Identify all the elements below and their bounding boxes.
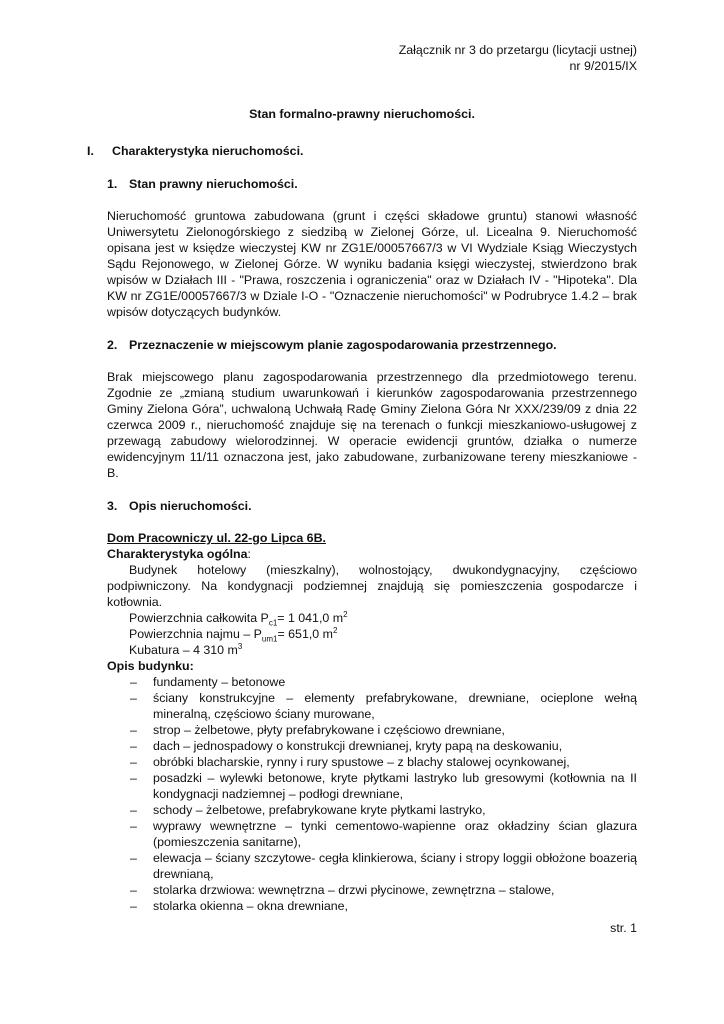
list-item: – wyprawy wewnętrzne – tynki cementowo-wapienne oraz okładziny ścian glazura (pomieszczenia sanitarne), bbox=[130, 819, 637, 849]
list-item: – dach – jednospadowy o konstrukcji drewnianej, kryty papą na deskowaniu, bbox=[130, 739, 563, 753]
legal-status-paragraph: Nieruchomość gruntowa zabudowana (grunt i części składowe gruntu) stanowi własność Uniwersytetu Zielonogórskiego z siedzibą w Zielonej Górze, ul. Licealna 9. Nieruchomość opisana jest w księdze wieczystej KW nr ZG1E/00057667/3 w VI Wydziale Ksiąg Wieczystych Sądu Rejonowego, w Zielonej Górze. W wyniku badania księgi wieczystej, stwierdzono brak wpisów w Działach III - "Prawa, roszczenia i ograniczenia" oraz w Działach IV - "Hipoteka". Dla KW nr ZG1E/00057667/3 w Dziale I-O - "Oznaczenie nieruchomości" w Podrubryce 1.4.2 – brak wpisów dotyczących budynków. bbox=[107, 209, 637, 319]
dash-bullet-icon: – bbox=[130, 723, 137, 737]
list-item: – stolarka okienna – okna drewniane, bbox=[130, 899, 348, 913]
page-number: str. 1 bbox=[610, 921, 637, 935]
general-label: Charakterystyka ogólna bbox=[107, 547, 248, 561]
dash-bullet-icon: – bbox=[130, 819, 137, 833]
dash-bullet-icon: – bbox=[130, 755, 137, 769]
list-item: – stolarka drzwiowa: wewnętrzna – drzwi płycinowe, zewnętrzna – stalowe, bbox=[130, 883, 555, 897]
building-title: Dom Pracowniczy ul. 22-go Lipca 6B. bbox=[107, 531, 326, 545]
document-body bbox=[87, 143, 637, 914]
area-rent: Powierzchnia najmu – $P_{um1}= 651,0$ $m^2$ bbox=[129, 625, 338, 644]
dash-bullet-icon: – bbox=[130, 851, 137, 865]
section-number: I. bbox=[87, 144, 94, 158]
dash-bullet-icon: – bbox=[130, 675, 137, 689]
list-item: – posadzki – wylewki betonowe, kryte płytkami lastryko lub gresowymi (kotłownia na II kondygnacji nadziemnej – podłogi drewniane, bbox=[130, 771, 637, 801]
list-item: – strop – żelbetowe, płyty prefabrykowane i częściowo drewniane, bbox=[130, 723, 505, 737]
attachment-line-2: nr 9/2015/IX bbox=[569, 59, 637, 73]
building-description-label: Opis budynku: bbox=[107, 659, 194, 673]
area-total: Powierzchnia całkowita $P_{c1}= 1$ 041,0 $m^2$ bbox=[129, 609, 348, 628]
attachment-header bbox=[399, 42, 637, 74]
subsection-title: Opis nieruchomości. bbox=[129, 499, 252, 513]
document-title: Stan formalno-prawny nieruchomości. bbox=[249, 107, 475, 121]
dash-bullet-icon: – bbox=[130, 803, 137, 817]
dash-bullet-icon: – bbox=[130, 899, 137, 913]
subsection-heading-2 bbox=[107, 337, 637, 353]
zoning-paragraph: Brak miejscowego planu zagospodarowania przestrzennego dla przedmiotowego terenu. Zgodnie ze „zmianą studium uwarunkowań i kierunków zagospodarowania przestrzennego Gminy Zielona Góra”, uchwaloną Uchwałą Radę Gminy Zielona Góra Nr XXX/239/09 z dnia 22 czerwca 2009 r., nieruchomość znajduje się na terenach o funkcji mieszkaniowo-usługowej z przewagą zabudowy wielorodzinnej. W operacie ewidencji gruntów, działka o numerze ewidencyjnym 11/11 oznaczona jest, jako zabudowane, zurbanizowane tereny mieszkaniowe - B. bbox=[107, 370, 637, 480]
section-heading-1 bbox=[87, 143, 637, 159]
subsection-heading-1 bbox=[107, 176, 637, 192]
list-item: – schody – żelbetowe, prefabrykowane kryte płytkami lastryko, bbox=[130, 803, 486, 817]
dash-bullet-icon: – bbox=[130, 691, 137, 705]
list-item: – fundamenty – betonowe bbox=[130, 675, 286, 689]
section-title: Charakterystyka nieruchomości. bbox=[112, 144, 304, 158]
subsection-number: 1. bbox=[107, 177, 118, 191]
subsection-number: 2. bbox=[107, 338, 118, 352]
subsection-number: 3. bbox=[107, 499, 118, 513]
general-label-line bbox=[107, 546, 637, 562]
dash-bullet-icon: – bbox=[130, 883, 137, 897]
subsection-title: Stan prawny nieruchomości. bbox=[129, 177, 298, 191]
subsection-heading-3 bbox=[107, 498, 637, 514]
building-description-list bbox=[87, 674, 637, 914]
list-item: – elewacja – ściany szczytowe- cegła klinkierowa, ściany i stropy loggii obłożone boazerią drewnianą, bbox=[130, 851, 637, 881]
subsection-title: Przeznaczenie w miejscowym planie zagospodarowania przestrzennego. bbox=[129, 338, 557, 352]
volume: Kubatura – 4 310 $m^3$ bbox=[129, 641, 243, 657]
attachment-line-1: Załącznik nr 3 do przetargu (licytacji ustnej) bbox=[398, 43, 637, 57]
dash-bullet-icon: – bbox=[130, 739, 137, 753]
general-colon: : bbox=[247, 547, 251, 561]
general-description: Budynek hotelowy (mieszkalny), wolnostojący, dwukondygnacyjny, częściowo podpiwniczony. Na kondygnacji podziemnej znajdują się pomieszczenia gospodarcze i kotłownia. bbox=[107, 563, 637, 609]
list-item: – ściany konstrukcyjne – elementy prefabrykowane, drewniane, ocieplone wełną mineralną, częściowo ściany murowane, bbox=[130, 691, 637, 721]
dash-bullet-icon: – bbox=[130, 771, 137, 785]
list-item: – obróbki blacharskie, rynny i rury spustowe – z blachy stalowej ocynkowanej, bbox=[130, 755, 570, 769]
